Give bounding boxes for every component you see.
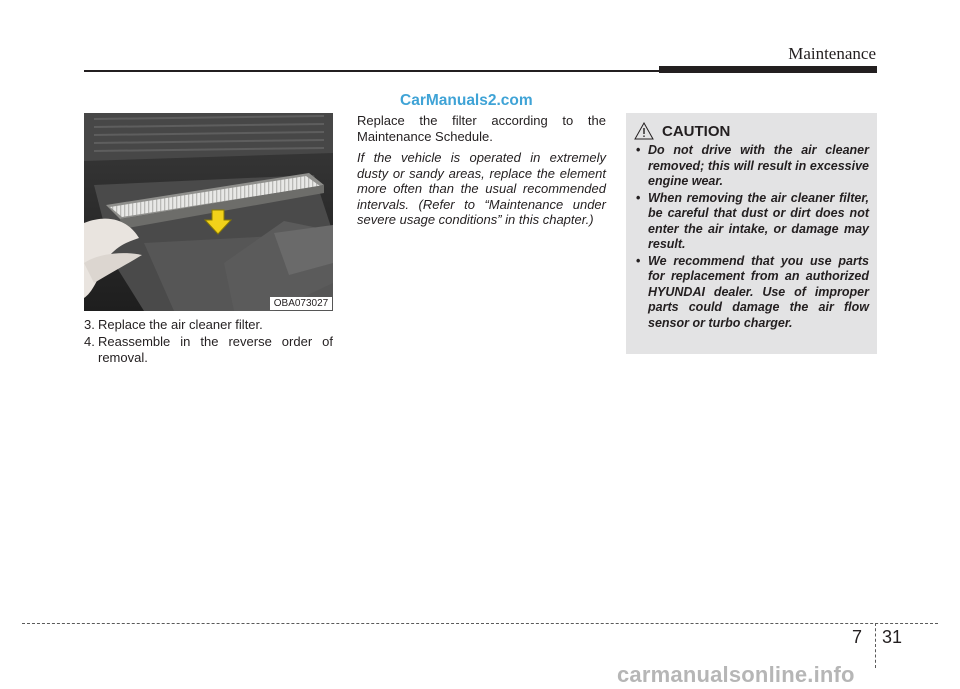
caution-item: • Do not drive with the air cleaner removed; this will result in excessive engine wear. — [634, 143, 869, 190]
watermark-bottom: carmanualsonline.info — [617, 662, 855, 687]
header-rule-thick — [659, 66, 877, 73]
caution-title: CAUTION — [662, 122, 731, 140]
caution-item: • When removing the air cleaner filter, be careful that dust or dirt does not enter the air intake, or damage may result. — [634, 191, 869, 253]
header-rule — [84, 70, 659, 72]
caution-heading — [634, 121, 730, 141]
filter-instructions — [357, 113, 606, 234]
section-title: Maintenance — [788, 44, 876, 63]
step-4 — [84, 334, 333, 366]
chapter-number: 7 — [852, 627, 863, 647]
air-filter-illustration — [84, 113, 333, 311]
warning-triangle-icon — [634, 122, 654, 140]
step-text: Replace the air cleaner filter. — [98, 317, 263, 332]
figure-code: OBA073027 — [270, 297, 332, 310]
replace-schedule-text: Replace the filter according to the Maintenance Schedule. — [357, 113, 606, 144]
step-number: 3. — [84, 317, 95, 332]
step-text: Reassemble in the reverse order of removal. — [98, 334, 333, 365]
step-3 — [84, 317, 333, 333]
footer-rule — [22, 623, 938, 624]
caution-item: • We recommend that you use parts for replacement from an authorized HYUNDAI dealer. Use of improper parts could damage the air flow sensor or turbo charger. — [634, 254, 869, 332]
step-number: 4. — [84, 334, 95, 349]
watermark-top: CarManuals2.com — [400, 92, 533, 109]
footer-divider — [875, 623, 876, 668]
severe-usage-note: If the vehicle is operated in extremely dusty or sandy areas, replace the element more often than the usual recommended intervals. (Refer to “Maintenance under severe usage conditions” in this chapter.) — [357, 150, 606, 227]
air-filter-photo — [84, 113, 333, 311]
page-number: 31 — [882, 627, 903, 647]
caution-list — [634, 143, 869, 332]
